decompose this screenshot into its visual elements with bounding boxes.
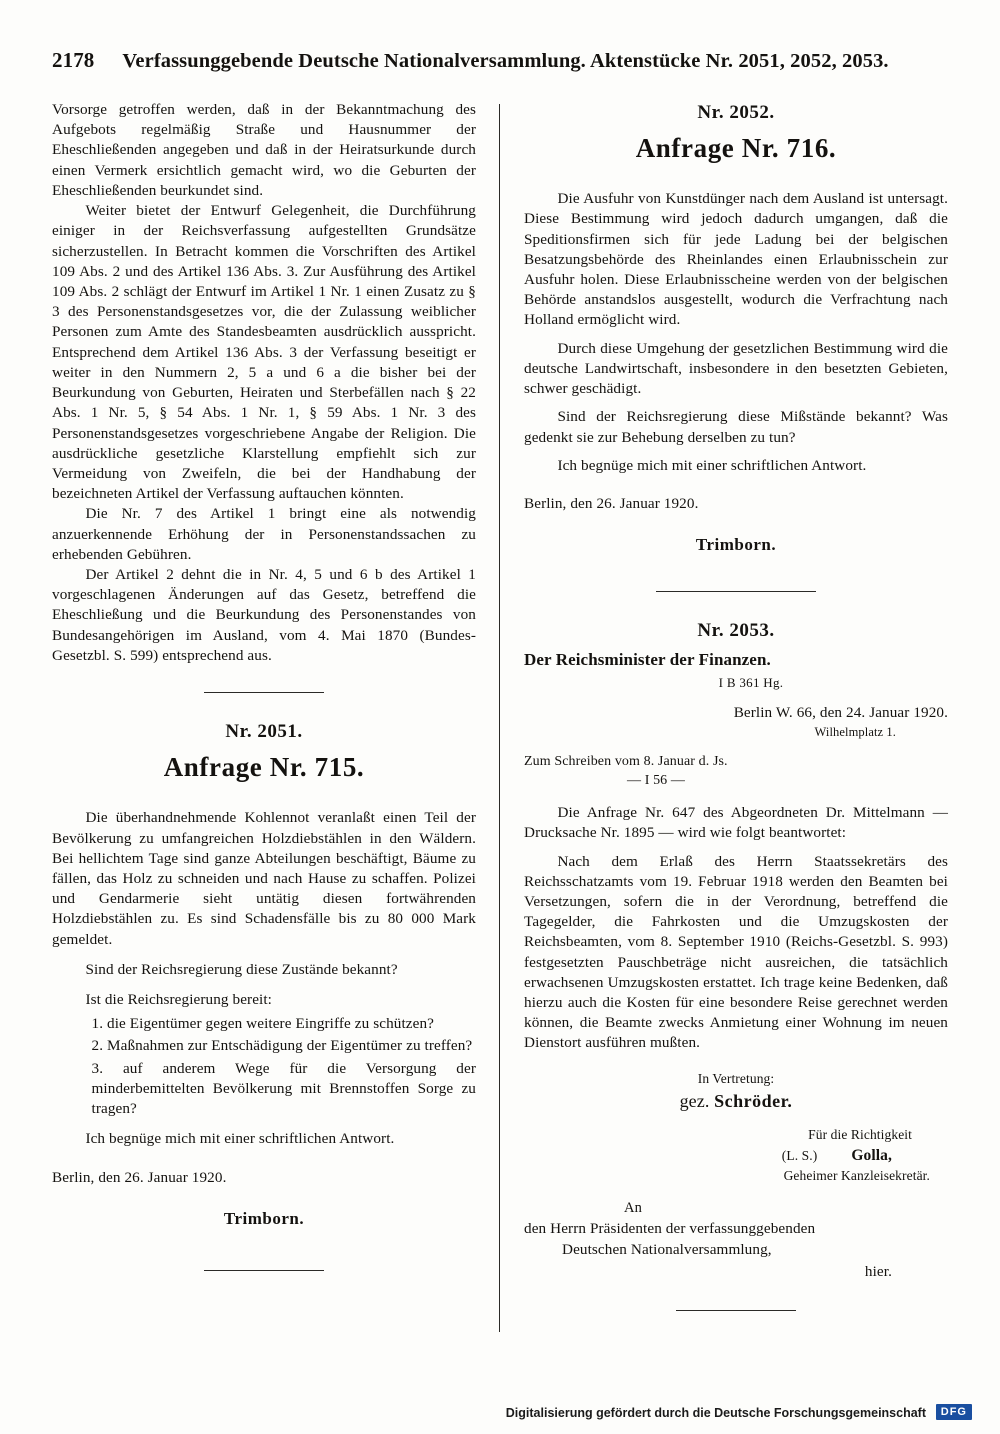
dateline: Berlin, den 26. Januar 1920.: [524, 495, 699, 513]
addressee-label: An: [624, 1200, 642, 1217]
footer-credit-text: Digitalisierung gefördert durch die Deutsche Forschungsgemeinschaft: [505, 1406, 926, 1420]
section-number-2053: Nr. 2053.: [697, 619, 775, 641]
signature-trimborn: Trimborn.: [223, 1208, 305, 1228]
reference-line: Zum Schreiben vom 8. Januar d. Js.: [524, 753, 728, 769]
address-sub: Wilhelmplatz 1.: [814, 725, 896, 740]
question-list: [52, 1014, 476, 1119]
dateline: Berlin, den 26. Januar 1920.: [52, 1168, 227, 1186]
running-head: [52, 48, 948, 73]
list-item: 3. auf anderem Wege für die Versorgung der minderbemittelten Bevölkerung mit Brennstoffen Sorge zu tragen?: [91, 1059, 476, 1118]
signature-schroeder: Schröder.: [714, 1090, 793, 1111]
paragraph-continued: Vorsorge getroffen werden, daß in der Bekanntmachung des Aufgebots regelmäßig Straße und Hausnummer der Eheschließenden angegeben und daß in der Heiratsurkunde durch einen Vermerk ersichtlich gemacht wird, wo die Geburten der Eheschließenden beurkundet sind.: [52, 101, 476, 199]
paragraph: Weiter bietet der Entwurf Gelegenheit, die Durchführung einiger in der Reichsverfassung aufgestellten Grundsätze sicherzustellen. In Betracht kommen die Vorschriften des Artikel 109 Abs. 2 und des Artikel 136 Abs. 3. Zur Ausführung des Artikel 109 Abs. 2 schlägt der Entwurf im Artikel 1 Nr. 1 einen Zusatz zu § 3 des Personenstandsgesetzes vor, die der Zulassung weiblicher Personen zum Amte des Standesbeamten ausdrücklich ausspricht. Entsprechend dem Artikel 136 Abs. 3 der Verfassung beseitigt er weiter in den Nummern 2, 5 a und 6 a die bisher bei der Beurkundung von Geburten, Heiraten und Sterbefällen nach § 22 Abs. 1 Nr. 5, § 54 Abs. 1 Nr. 1, § 59 Abs. 1 Nr. 3 des Personenstandsgesetzes vorgeschriebene Angabe der Religion. Die ausdrückliche gesetzliche Klarstellung empfiehlt sich zur Vermeidung von Zweifeln, die bei der Handhabung der bezeichneten Artikel der Verfassung auftauchen könnten.: [52, 202, 476, 503]
page-footer: [0, 1400, 1000, 1420]
section-separator-rule-bottom: [676, 1310, 796, 1311]
paragraph-closing: Ich begnüge mich mit einer schriftlichen Antwort.: [85, 1130, 395, 1148]
seal-marker: (L. S.): [781, 1147, 818, 1163]
sender-line: Der Reichsminister der Finanzen.: [524, 650, 771, 670]
section-separator-rule: [204, 692, 324, 693]
paragraph-closing: Ich begnüge mich mit einer schriftlichen Antwort.: [557, 456, 867, 474]
clerk-title: Geheimer Kanzleisekretär.: [783, 1168, 930, 1184]
list-item: 2. Maßnahmen zur Entschädigung der Eigentümer zu treffen?: [91, 1037, 473, 1055]
seal-row: [524, 1146, 948, 1167]
running-head-title: Verfassunggebende Deutsche Nationalversammlung. Aktenstücke Nr. 2051, 2052, 2053.: [122, 50, 889, 72]
paragraph-question: Ist die Reichsregierung bereit:: [85, 991, 272, 1009]
two-column-body: [52, 100, 948, 1330]
section-title-anfrage-716: Anfrage Nr. 716.: [635, 133, 837, 164]
gez-prefix: gez.: [679, 1090, 710, 1111]
section-separator-rule: [656, 591, 816, 592]
addressee-line-1: den Herrn Präsidenten der verfassunggebenden: [524, 1220, 816, 1238]
addressee-line-2: Deutschen Nationalversammlung,: [562, 1240, 772, 1258]
section-number-2052: Nr. 2052.: [697, 102, 775, 123]
paragraph: Die Nr. 7 des Artikel 1 bringt eine als notwendig anzuerkennende Erhöhung der in Personenstandssachen zu erhebenden Gebühren.: [52, 505, 476, 563]
list-item: 1. die Eigentümer gegen weitere Eingriffe zu schützen?: [91, 1015, 434, 1033]
dfg-logo: DFG: [936, 1404, 972, 1420]
paragraph-question: Sind der Reichsregierung diese Mißstände bekannt? Was gedenkt sie zur Behebung derselben zu tun?: [524, 408, 948, 446]
certification-label: Für die Richtigkeit: [808, 1126, 912, 1142]
paragraph-question: Sind der Reichsregierung diese Zustände bekannt?: [85, 960, 398, 978]
paragraph: Die Ausfuhr von Kunstdünger nach dem Ausland ist untersagt. Diese Bestimmung wird jedoch dadurch umgangen, daß die Speditionsfirmen sich für jede Ladung bei der belgischen Besatzungsbehörde des Rheinlandes einen Erlaubnisschein zur Ausfuhr holen. Diese Erlaubnisscheine werden von der belgischen Behörde anstandslos ausgestellt, wodurch die Verfrachtung nach Holland ermöglicht wird.: [524, 190, 948, 329]
place-date: Berlin W. 66, den 24. Januar 1920.: [733, 704, 948, 721]
file-number: I B 361 Hg.: [718, 674, 784, 690]
answer-body: Nach dem Erlaß des Herrn Staatssekretärs des Reichsschatzamts vom 19. Februar 1918 werden den Beamten bei Versetzungen, sofern die in der Verordnung, betreffend die Tagegelder, die Fahrkosten und die Umzugskosten der Reichsbeamten, vom 8. September 1910 (Reichs-Gesetzbl. S. 993) festgesetzten Pauschbeträge nicht ausreichen, die tatsächlich erwachsenen Umzugskosten erstattet. Ich trage keine Bedenken, daß hierzu auch die Kosten für eine besondere Reise gerechnet werden können, die Beamte zwecks Anmietung einer Wohnung im neuen Dienstort ausführen mußten.: [524, 852, 948, 1052]
answer-intro: Die Anfrage Nr. 647 des Abgeordneten Dr. Mittelmann — Drucksache Nr. 1895 — wird wie folgt beantwortet:: [524, 804, 948, 842]
section-title-anfrage-715: Anfrage Nr. 715.: [163, 752, 365, 783]
clerk-name: Golla,: [851, 1146, 892, 1164]
signature-block: [524, 1090, 948, 1114]
paragraph: Der Artikel 2 dehnt die in Nr. 4, 5 und 6 b des Artikel 1 vorgeschlagenen Änderungen auf das Gesetz, betreffend die Eheschließung und die Beurkundung des Personenstandes von Bundesangehörigen im Ausland, vom 4. Mai 1870 (Bundes-Gesetzbl. S. 599) entsprechend aus.: [52, 566, 476, 664]
in-vertretung-label: In Vertretung:: [697, 1070, 775, 1086]
right-column: [520, 100, 948, 1330]
paragraph: Durch diese Umgehung der gesetzlichen Bestimmung wird die deutsche Landwirtschaft, insbesondere in den besetzten Gebieten, schwer geschädigt.: [524, 339, 948, 398]
page-number: 2178: [52, 48, 95, 72]
addressee-line-3: hier.: [864, 1262, 892, 1280]
section-number-2051: Nr. 2051.: [225, 721, 303, 743]
reference-sub: — I 56 —: [627, 773, 685, 789]
section-separator-rule-bottom: [204, 1270, 324, 1271]
left-column: [52, 100, 480, 1330]
paragraph: Die überhandnehmende Kohlennot veranlaßt einen Teil der Bevölkerung zu umfangreichen Holzdiebstählen in den Wäldern. Bei hellichtem Tage sind ganze Abteilungen beschäftigt, Bäume zu fällen, das Holz zu schneiden und nach Hause zu schaffen. Polizei und Gendarmerie sieht untätig diesen fortwährenden Holzdiebstählen zu. Es sind Schadensfälle bis zu 80 000 Mark gemeldet.: [52, 809, 476, 948]
signature-trimborn: Trimborn.: [695, 535, 777, 555]
